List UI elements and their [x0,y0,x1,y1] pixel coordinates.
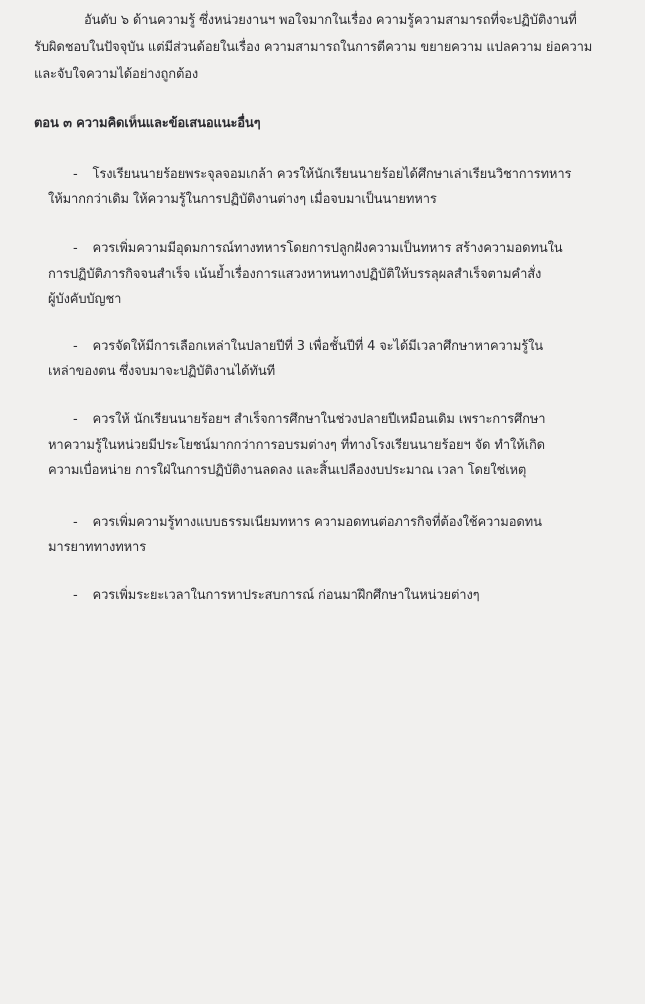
section-heading: ตอน ๓ ความคิดเห็นและข้อเสนอแนะอื่นๆ [34,116,261,131]
list-item-text: ควรให้ นักเรียนนายร้อยฯ สำเร็จการศึกษาในช่วงปลายปีเหมือนเดิม เพราะการศึกษา [92,412,546,427]
list-item-5-line-2: มารยาททางทหาร [48,540,147,555]
list-item-2-line-2: การปฏิบัติภารกิจจนสำเร็จ เน้นย้ำเรื่องการแสวงหาหนทางปฏิบัติให้บรรลุผลสำเร็จตามคำสั่ง [48,267,542,282]
list-item-6-line-1 [73,589,479,602]
list-bullet: - [73,515,78,530]
list-item-4-line-2: หาความรู้ในหน่วยมีประโยชน์มากกว่าการอบรมต่างๆ ที่ทางโรงเรียนนายร้อยฯ จัด ทำให้เกิด [48,438,545,453]
intro-line-3: และจับใจความได้อย่างถูกต้อง [34,67,199,82]
list-bullet: - [73,241,78,256]
list-item-text: ควรเพิ่มระยะเวลาในการหาประสบการณ์ ก่อนมาฝึกศึกษาในหน่วยต่างๆ [92,588,480,603]
list-item-2-line-1 [73,242,563,255]
list-bullet: - [73,167,78,182]
list-item-1-line-2: ให้มากกว่าเดิม ให้ความรู้ในการปฏิบัติงานต่างๆ เมื่อจบมาเป็นนายทหาร [48,192,437,207]
list-item-4-line-3: ความเบื่อหน่าย การใฝ่ในการปฏิบัติงานลดลง และสิ้นเปลืองงบประมาณ เวลา โดยใช่เหตุ [48,463,527,478]
list-item-text: ควรเพิ่มความรู้ทางแบบธรรมเนียมทหาร ความอดทนต่อภารกิจที่ต้องใช้ความอดทน [92,515,542,530]
list-bullet: - [73,588,78,603]
list-bullet: - [73,339,78,354]
list-item-5-line-1 [73,516,542,529]
list-item-1-line-1 [73,168,571,181]
list-item-text: ควรจัดให้มีการเลือกเหล่าในปลายปีที่ 3 เพื่อชั้นปีที่ 4 จะได้มีเวลาศึกษาหาความรู้ใน [92,339,544,354]
list-bullet: - [73,412,78,427]
intro-line-1: อันดับ ๖ ด้านความรู้ ซึ่งหน่วยงานฯ พอใจมากในเรื่อง ความรู้ความสามารถที่จะปฏิบัติงานที่ [84,13,577,28]
list-item-text: ควรเพิ่มความมีอุดมการณ์ทางทหารโดยการปลูกฝังความเป็นทหาร สร้างความอดทนใน [92,241,563,256]
intro-line-2: รับผิดชอบในปัจจุบัน แต่มีส่วนด้อยในเรื่อง ความสามารถในการตีความ ขยายความ แปลความ ย่อความ [34,40,593,55]
list-item-text: โรงเรียนนายร้อยพระจุลจอมเกล้า ควรให้นักเรียนนายร้อยได้ศึกษาเล่าเรียนวิชาการทหาร [92,167,572,182]
list-item-3-line-2: เหล่าของตน ซึ่งจบมาจะปฏิบัติงานได้ทันที [48,364,276,379]
list-item-2-line-3: ผู้บังคับบัญชา [48,292,122,307]
list-item-4-line-1 [73,413,545,426]
list-item-3-line-1 [73,340,543,353]
